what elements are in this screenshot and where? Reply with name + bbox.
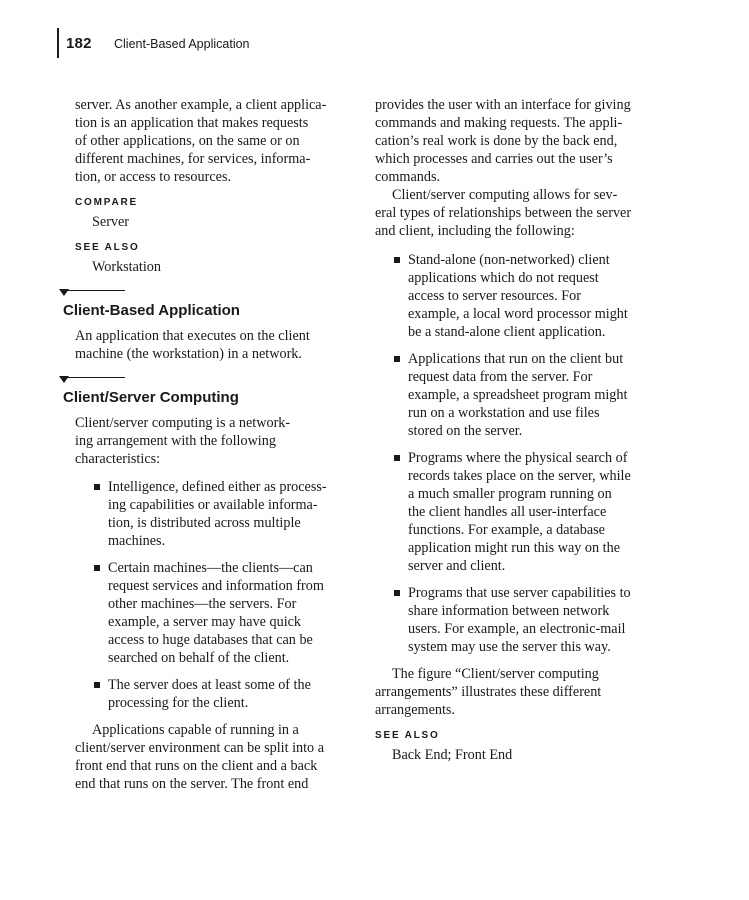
square-bullet-icon [94, 682, 100, 688]
page-number: 182 [66, 35, 92, 52]
list-item: Intelligence, defined either as process- ing capabilities or available informa- tion, is distributed across multiple machines. [92, 478, 343, 550]
list-item: Applications that run on the client but request data from the server. For example, a spreadsheet program might run on a workstation and use files stored on the server. [392, 350, 645, 440]
square-bullet-icon [394, 590, 400, 596]
figure-reference-paragraph: The figure “Client/server computing arrangements” illustrates these different arrangements. [375, 666, 602, 718]
relationships-paragraph: Client/server computing allows for sev- eral types of relationships between the server and client, including the following: [375, 187, 632, 239]
see-also-reference: Workstation [92, 259, 161, 275]
compare-reference: Server [92, 214, 130, 230]
entry-heading-client-based-application [63, 290, 343, 321]
list-item: Programs where the physical search of records takes place on the server, while a much smaller program running on the client handles all user-interface functions. For example, a database application might run this way on the server and client. [392, 449, 645, 575]
see-also-reference: Back End; Front End [392, 747, 513, 763]
square-bullet-icon [94, 484, 100, 490]
right-column [375, 96, 645, 764]
list-item: Certain machines—the clients—can request services and information from other machines—the servers. For example, a server may have quick access to huge databases that can be searched on behalf of the client. [92, 559, 343, 667]
triangle-marker-icon [59, 376, 69, 383]
running-title: Client-Based Application [114, 37, 250, 51]
intro-paragraph: server. As another example, a client applica- tion is an application that makes requests of other applications, on the same or on different machines, for services, informa- tion, or access to resources. [75, 97, 327, 185]
page-header [57, 28, 250, 58]
left-column [63, 96, 343, 793]
relationships-list [392, 251, 645, 656]
definition-paragraph: An application that executes on the client machine (the workstation) in a network. [75, 328, 310, 362]
square-bullet-icon [394, 455, 400, 461]
see-also-label: SEE ALSO [75, 242, 140, 253]
list-item: The server does at least some of the processing for the client. [92, 676, 343, 712]
see-also-label: SEE ALSO [375, 730, 440, 741]
square-bullet-icon [394, 356, 400, 362]
compare-label: COMPARE [75, 197, 138, 208]
front-back-end-paragraph: Applications capable of running in a client/server environment can be split into a front end that runs on the client and a back end that runs on the server. The front end [75, 722, 324, 792]
heading-rule [63, 290, 125, 291]
square-bullet-icon [394, 257, 400, 263]
entry-heading-client-server-computing [63, 377, 343, 408]
heading-rule [63, 377, 125, 378]
square-bullet-icon [94, 565, 100, 571]
list-item: Stand-alone (non-networked) client applications which do not request access to server resources. For example, a local word processor might be a stand-alone client application. [392, 251, 645, 341]
entry-title: Client-Based Application [63, 302, 240, 319]
definition-paragraph: Client/server computing is a network- ing arrangement with the following characteristics: [75, 415, 291, 467]
continued-paragraph: provides the user with an interface for giving commands and making requests. The appli- cation’s real work is done by the back end, which processes and carries out the user’s commands. [375, 97, 631, 185]
characteristics-list [92, 478, 343, 712]
entry-title: Client/Server Computing [63, 389, 239, 406]
list-item: Programs that use server capabilities to share information between network users. For example, an electronic-mail system may use the server this way. [392, 584, 645, 656]
triangle-marker-icon [59, 289, 69, 296]
